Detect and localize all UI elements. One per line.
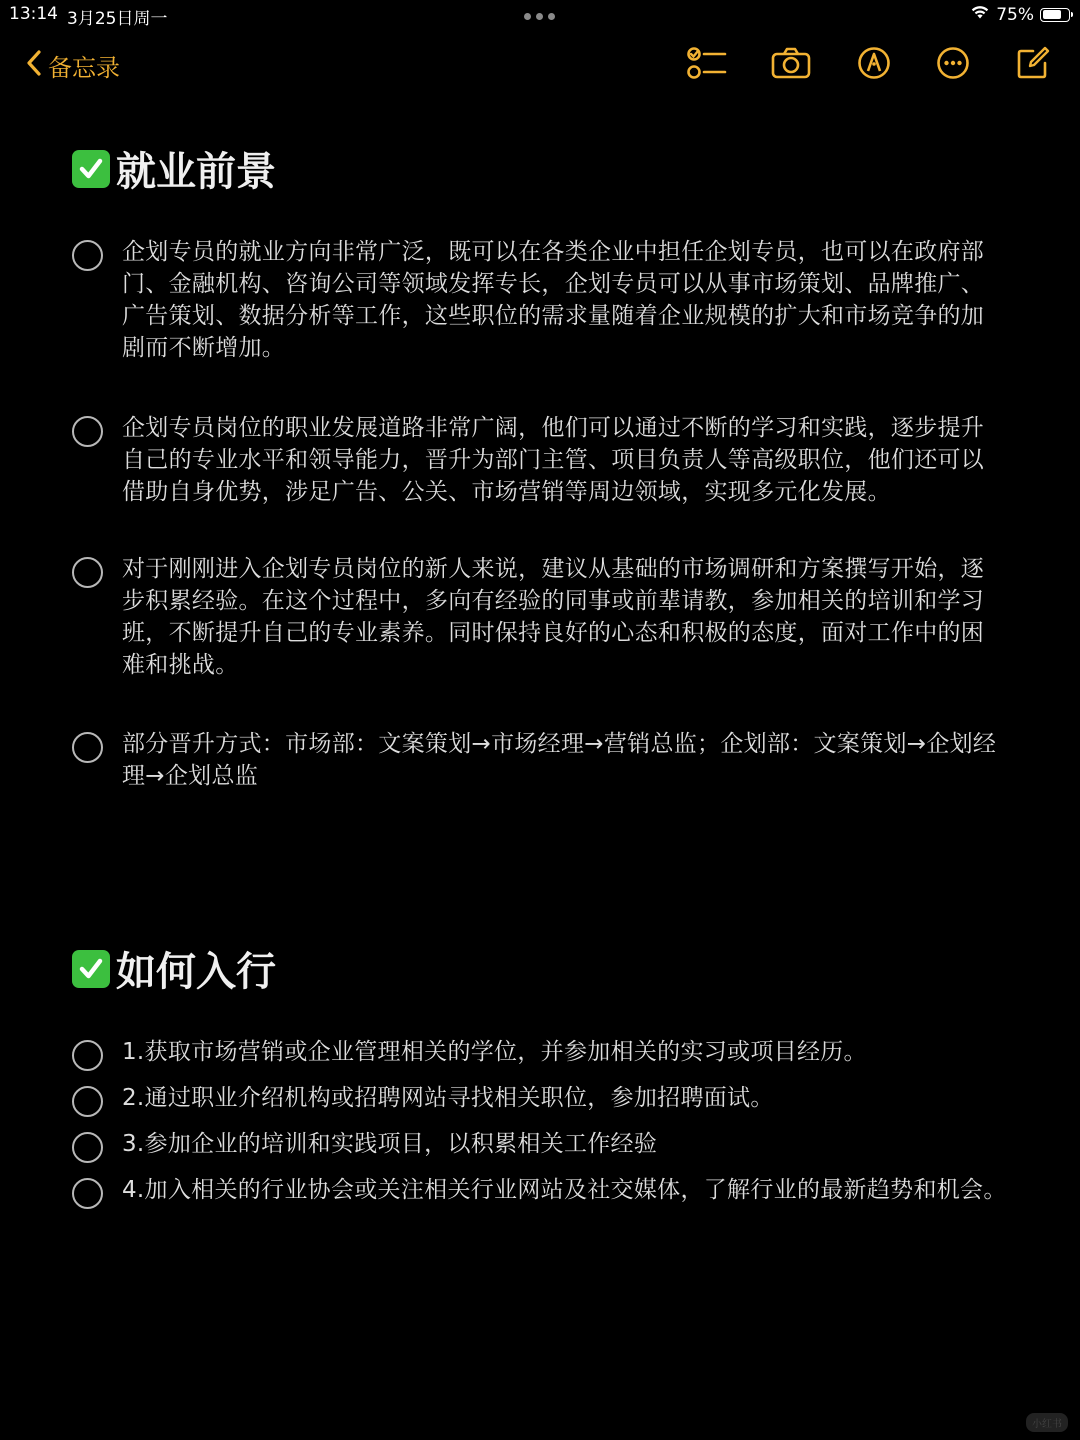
chevron-left-icon <box>26 49 42 83</box>
section-heading-how-to-enter <box>72 940 276 997</box>
status-time: 13:14 <box>9 4 58 24</box>
status-right <box>970 4 1070 25</box>
checkbox-circle-icon[interactable] <box>72 1040 103 1071</box>
camera-button[interactable] <box>770 44 812 86</box>
multitasking-dots-icon[interactable] <box>524 13 555 20</box>
battery-percent: 75% <box>996 4 1034 25</box>
checklist-item-text: 4.加入相关的行业协会或关注相关行业网站及社交媒体，了解行业的最新趋势和机会。 <box>122 1177 1007 1203</box>
pen-tip-icon <box>857 46 891 84</box>
camera-icon <box>771 47 811 83</box>
section-title: 就业前景 <box>116 149 276 195</box>
section-heading-prospects <box>72 140 276 197</box>
checklist-item-text: 2.通过职业介绍机构或招聘网站寻找相关职位，参加招聘面试。 <box>122 1085 774 1111</box>
compose-icon <box>1016 46 1050 84</box>
ellipsis-circle-icon <box>936 46 970 84</box>
checkbox-circle-icon[interactable] <box>72 1178 103 1209</box>
checkbox-circle-icon[interactable] <box>72 732 103 763</box>
new-note-button[interactable] <box>1012 44 1054 86</box>
check-mark-icon <box>72 150 110 188</box>
back-button[interactable] <box>26 48 120 83</box>
checklist-item-text: 部分晋升方式：市场部：文案策划→市场经理→营销总监；企划部：文案策划→企划经理→企划总监 <box>122 731 997 789</box>
status-date: 3月25日周一 <box>67 9 168 29</box>
checklist-item-text: 企划专员的就业方向非常广泛，既可以在各类企业中担任企划专员，也可以在政府部门、金融机构、咨询公司等领域发挥专长，企划专员可以从事市场策划、品牌推广、广告策划、数据分析等工作，这些职位的需求量随着企业规模的扩大和市场竞争的加剧而不断增加。 <box>122 239 985 361</box>
checklist-item-text: 1.获取市场营销或企业管理相关的学位，并参加相关的实习或项目经历。 <box>122 1039 867 1065</box>
status-bar <box>0 0 1080 30</box>
checkbox-circle-icon[interactable] <box>72 1086 103 1117</box>
checklist-item-text: 企划专员岗位的职业发展道路非常广阔，他们可以通过不断的学习和实践，逐步提升自己的专业水平和领导能力，晋升为部门主管、项目负责人等高级职位，他们还可以借助自身优势，涉足广告、公关、市场营销等周边领域，实现多元化发展。 <box>122 415 985 505</box>
battery-fill <box>1043 10 1061 19</box>
checklist-item-text: 3.参加企业的培训和实践项目，以积累相关工作经验 <box>122 1131 658 1157</box>
back-label: 备忘录 <box>48 54 120 82</box>
checkbox-circle-icon[interactable] <box>72 1132 103 1163</box>
battery-icon <box>1040 8 1070 22</box>
checkbox-circle-icon[interactable] <box>72 240 103 271</box>
wifi-icon <box>970 4 990 25</box>
markup-button[interactable] <box>853 44 895 86</box>
section-title: 如何入行 <box>116 949 276 995</box>
checkbox-circle-icon[interactable] <box>72 416 103 447</box>
watermark: 小红书 <box>1026 1413 1068 1432</box>
check-mark-icon <box>72 950 110 988</box>
checklist-icon <box>687 46 727 84</box>
checkbox-circle-icon[interactable] <box>72 557 103 588</box>
checklist-button[interactable] <box>686 44 728 86</box>
more-options-button[interactable] <box>932 44 974 86</box>
checklist-item-text: 对于刚刚进入企划专员岗位的新人来说，建议从基础的市场调研和方案撰写开始，逐步积累经验。在这个过程中，多向有经验的同事或前辈请教，参加相关的培训和学习班，不断提升自己的专业素养。同时保持良好的心态和积极的态度，面对工作中的困难和挑战。 <box>122 556 985 678</box>
nav-bar <box>0 40 1080 90</box>
